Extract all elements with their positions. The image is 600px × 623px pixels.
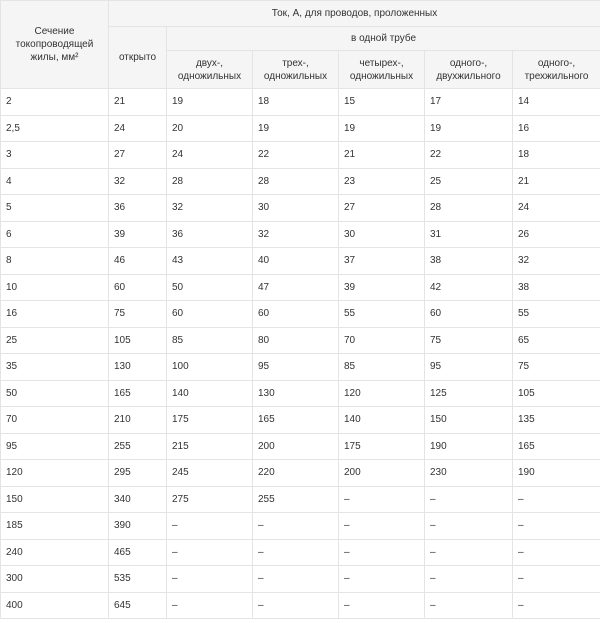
table-row [1,89,600,116]
table-cell: 95 [1,433,109,460]
table-cell: 150 [1,486,109,513]
table-cell: – [513,592,600,619]
table-cell: 400 [1,592,109,619]
table-cell: 32 [253,221,339,248]
table-cell: 39 [339,274,425,301]
table-cell: 390 [109,513,167,540]
table-cell: – [425,486,513,513]
table-cell: 60 [109,274,167,301]
table-cell: 21 [339,142,425,169]
table-cell: 38 [513,274,600,301]
header-current: Ток, А, для проводов, проложенных [109,1,600,27]
table-cell: 275 [167,486,253,513]
table-cell: 42 [425,274,513,301]
table-cell: 165 [253,407,339,434]
table-row [1,513,600,540]
table-cell: 20 [167,115,253,142]
table-row [1,142,600,169]
table-row [1,115,600,142]
table-cell: 255 [253,486,339,513]
table-cell: 18 [253,89,339,116]
table-row [1,274,600,301]
table-cell: 3 [1,142,109,169]
table-cell: 24 [513,195,600,222]
table-cell: 535 [109,566,167,593]
table-cell: 30 [339,221,425,248]
table-cell: 18 [513,142,600,169]
table-cell: – [425,539,513,566]
table-cell: 8 [1,248,109,275]
table-cell: 27 [339,195,425,222]
table-cell: 28 [425,195,513,222]
table-row [1,327,600,354]
table-cell: 465 [109,539,167,566]
table-row [1,354,600,381]
table-cell: 50 [167,274,253,301]
table-cell: 105 [513,380,600,407]
table-cell: – [167,513,253,540]
table-cell: – [253,513,339,540]
table-cell: 14 [513,89,600,116]
table-cell: 215 [167,433,253,460]
table-cell: 300 [1,566,109,593]
header-sub-three-single: трех-, одножильных [253,51,339,89]
table-cell: 130 [253,380,339,407]
table-cell: 30 [253,195,339,222]
table-cell: – [339,566,425,593]
table-row [1,433,600,460]
table-cell: 22 [425,142,513,169]
table-cell: – [513,486,600,513]
table-row [1,168,600,195]
table-cell: 2 [1,89,109,116]
table-cell: 240 [1,539,109,566]
header-sub-one-twin: одного-, двухжильного [425,51,513,89]
table-cell: 21 [109,89,167,116]
table-cell: – [167,539,253,566]
table-cell: 39 [109,221,167,248]
table-cell: 46 [109,248,167,275]
table-cell: 200 [253,433,339,460]
table-cell: – [513,539,600,566]
table-cell: – [167,566,253,593]
table-cell: 15 [339,89,425,116]
table-cell: 37 [339,248,425,275]
table-cell: 55 [513,301,600,328]
table-cell: 120 [339,380,425,407]
header-section: Сечение токопроводящей жилы, мм² [1,1,109,89]
table-cell: 5 [1,195,109,222]
table-cell: 100 [167,354,253,381]
table-cell: 295 [109,460,167,487]
table-cell: 120 [1,460,109,487]
table-cell: 135 [513,407,600,434]
table-cell: 150 [425,407,513,434]
table-cell: – [167,592,253,619]
table-cell: 210 [109,407,167,434]
table-cell: 31 [425,221,513,248]
table-cell: 50 [1,380,109,407]
table-cell: 25 [1,327,109,354]
table-cell: 6 [1,221,109,248]
table-row [1,486,600,513]
table-row [1,380,600,407]
table-cell: – [513,566,600,593]
table-cell: 35 [1,354,109,381]
table-cell: 105 [109,327,167,354]
table-cell: 125 [425,380,513,407]
table-cell: 10 [1,274,109,301]
table-cell: 245 [167,460,253,487]
table-cell: 36 [167,221,253,248]
table-cell: 43 [167,248,253,275]
table-body [1,89,600,619]
table-cell: 27 [109,142,167,169]
table-cell: 38 [425,248,513,275]
table-cell: 200 [339,460,425,487]
table-cell: 75 [513,354,600,381]
header-in-one-tube: в одной трубе [167,27,600,51]
table-row [1,195,600,222]
table-cell: 16 [513,115,600,142]
table-cell: 19 [425,115,513,142]
table-row [1,248,600,275]
table-cell: 165 [109,380,167,407]
table-cell: 185 [1,513,109,540]
table-cell: 19 [339,115,425,142]
table-cell: 19 [253,115,339,142]
header-sub-four-single: четырех-, одножильных [339,51,425,89]
table-cell: 25 [425,168,513,195]
table-cell: 175 [167,407,253,434]
table-cell: 140 [167,380,253,407]
table-row [1,301,600,328]
table-cell: – [425,592,513,619]
table-cell: 23 [339,168,425,195]
table-header [1,1,600,89]
table-cell: 75 [109,301,167,328]
table-cell: 175 [339,433,425,460]
table-cell: – [339,513,425,540]
table-cell: 28 [167,168,253,195]
table-cell: – [339,592,425,619]
table-row [1,592,600,619]
table-cell: 24 [167,142,253,169]
table-cell: 190 [425,433,513,460]
table-cell: – [339,486,425,513]
table-cell: 4 [1,168,109,195]
table-cell: 32 [167,195,253,222]
table-cell: 60 [167,301,253,328]
table-cell: 32 [109,168,167,195]
table-cell: – [339,539,425,566]
header-open: открыто [109,27,167,89]
table-cell: 70 [1,407,109,434]
table-cell: 32 [513,248,600,275]
table-cell: – [253,592,339,619]
table-cell: 65 [513,327,600,354]
table-cell: 340 [109,486,167,513]
table-cell: 255 [109,433,167,460]
table-cell: 55 [339,301,425,328]
table-cell: – [253,566,339,593]
table-cell: 75 [425,327,513,354]
table-cell: 60 [425,301,513,328]
table-row [1,407,600,434]
table-cell: 36 [109,195,167,222]
header-sub-two-single: двух-, одножильных [167,51,253,89]
table-cell: – [425,513,513,540]
table-row [1,539,600,566]
table-cell: – [425,566,513,593]
table-cell: 47 [253,274,339,301]
table-cell: 220 [253,460,339,487]
table-cell: 165 [513,433,600,460]
table-cell: 60 [253,301,339,328]
table-cell: 17 [425,89,513,116]
table-cell: 28 [253,168,339,195]
table-cell: 95 [253,354,339,381]
table-cell: 24 [109,115,167,142]
header-sub-one-triple: одного-, трехжильного [513,51,600,89]
table-cell: 19 [167,89,253,116]
table-row [1,566,600,593]
table-cell: 2,5 [1,115,109,142]
table-cell: 21 [513,168,600,195]
table-cell: 130 [109,354,167,381]
table-cell: 22 [253,142,339,169]
table-cell: 140 [339,407,425,434]
table-cell: 645 [109,592,167,619]
table-cell: 85 [339,354,425,381]
table-cell: 190 [513,460,600,487]
table-cell: 70 [339,327,425,354]
table-cell: 16 [1,301,109,328]
table-cell: 40 [253,248,339,275]
table-cell: 80 [253,327,339,354]
table-cell: 26 [513,221,600,248]
table-row [1,221,600,248]
table-cell: 230 [425,460,513,487]
table-cell: – [253,539,339,566]
table-row [1,460,600,487]
table-cell: 95 [425,354,513,381]
table-cell: 85 [167,327,253,354]
table-cell: – [513,513,600,540]
